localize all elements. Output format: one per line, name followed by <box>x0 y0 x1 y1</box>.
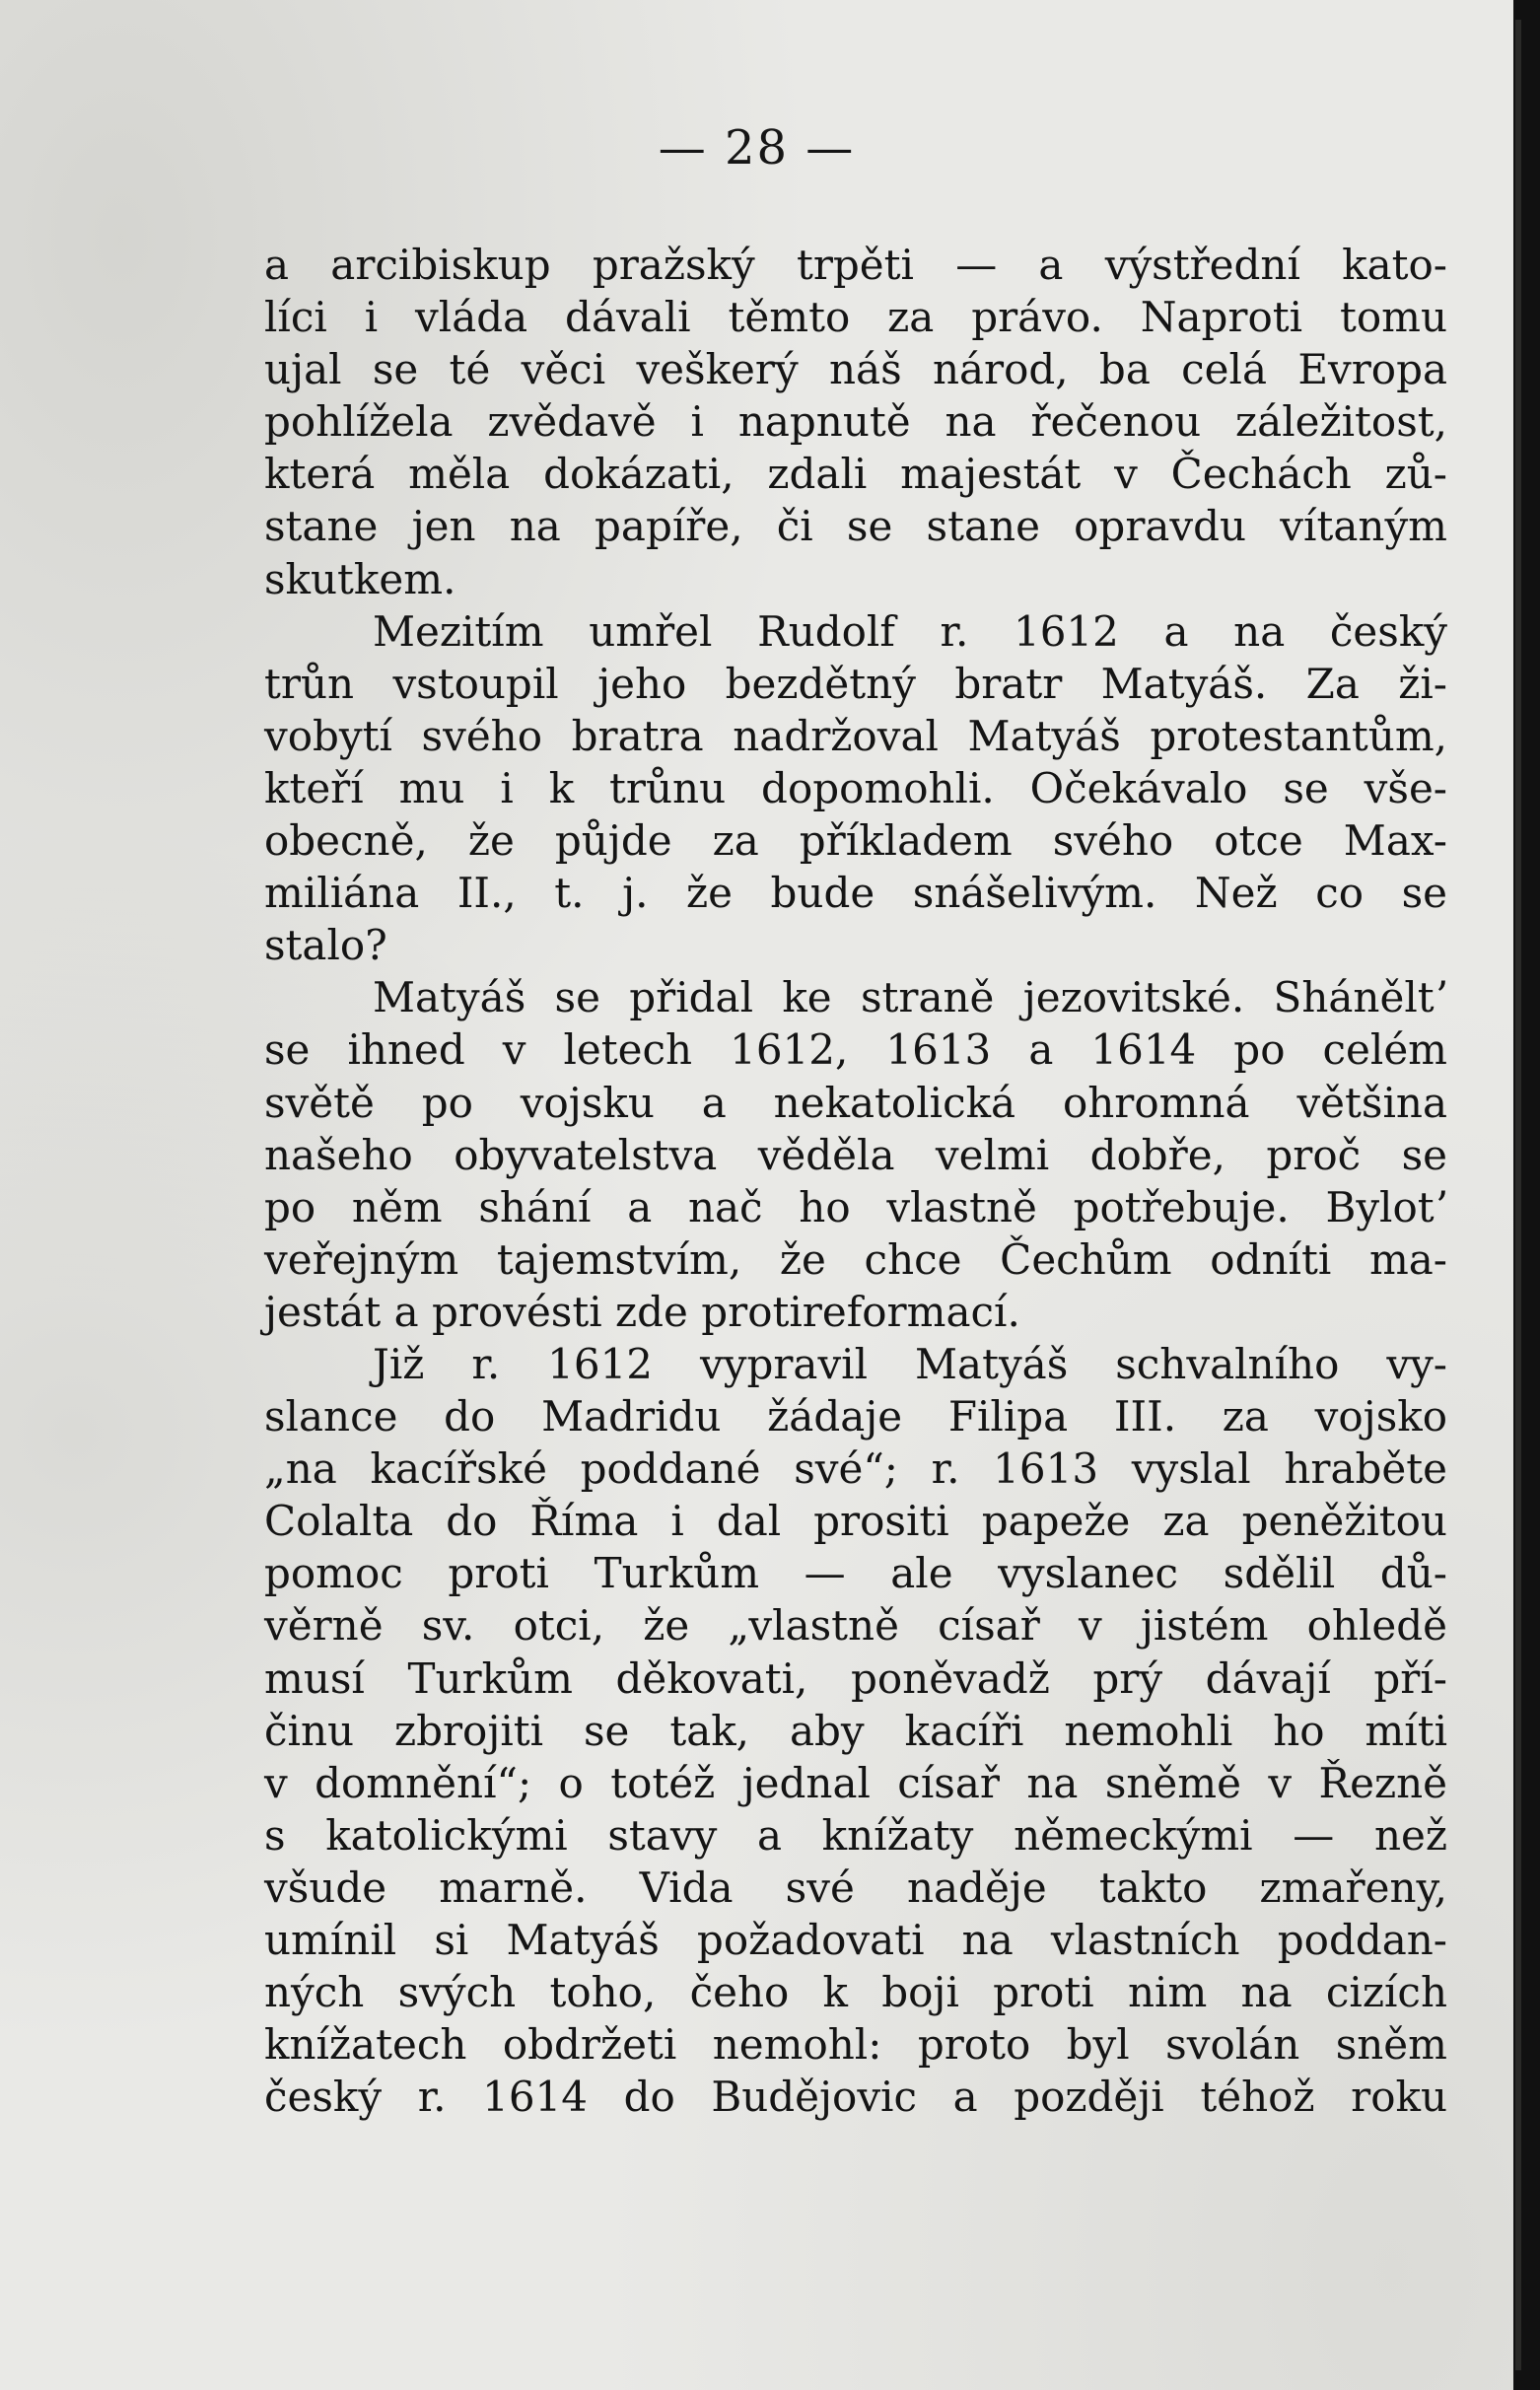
text-line: kteří mu i k trůnu dopomohli. Očekávalo se vše- <box>264 763 1447 812</box>
text-line: s katolickými stavy a knížaty německými — než <box>264 1810 1447 1860</box>
text-line: musí Turkům děkovati, poněvadž prý dávají pří- <box>264 1653 1447 1703</box>
text-line: miliána II., t. j. že bude snášelivým. Než co se <box>264 869 1447 918</box>
text-line: stane jen na papíře, či se stane opravdu vítaným <box>264 502 1447 551</box>
text-line: knížatech obdržeti nemohl: proto byl svolán sněm <box>264 2020 1447 2070</box>
text-line: Již r. 1612 vypravil Matyáš schvalního vy- <box>373 1339 1447 1388</box>
text-line: všude marně. Vida své naděje takto zmařeny, <box>264 1863 1447 1912</box>
text-line: věrně sv. otci, že „vlastně císař v jistém ohledě <box>264 1601 1447 1651</box>
text-line: ných svých toho, čeho k boji proti nim na cizích <box>264 1968 1447 2017</box>
text-line: vobytí svého bratra nadržoval Matyáš protestantům, <box>264 711 1447 760</box>
text-line: umínil si Matyáš požadovati na vlastních poddan- <box>264 1916 1447 1964</box>
text-line: veřejným tajemstvím, že chce Čechům odníti ma- <box>264 1234 1447 1284</box>
text-line: trůn vstoupil jeho bezdětný bratr Matyáš. Za ži- <box>264 659 1447 708</box>
text-line: český r. 1614 do Budějovic a později téhož roku <box>264 2073 1447 2122</box>
text-line: slance do Madridu žádaje Filipa III. za vojsko <box>264 1392 1447 1441</box>
text-line: se ihned v letech 1612, 1613 a 1614 po celém <box>264 1025 1447 1075</box>
text-line: „na kacířské poddané své“; r. 1613 vyslal hraběte <box>264 1444 1447 1494</box>
text-line: a arcibiskup pražský trpěti — a výstřední kato- <box>264 241 1447 289</box>
text-line: stalo? <box>264 921 387 970</box>
text-line: v domnění“; o totéž jednal císař na sněmě v Řezně <box>264 1758 1447 1807</box>
text-line: jestát a provésti zde protireformací. <box>264 1287 1020 1336</box>
text-line: skutkem. <box>264 554 456 603</box>
text-line: líci i vláda dávali těmto za právo. Naproti tomu <box>264 293 1447 342</box>
text-line: Mezitím umřel Rudolf r. 1612 a na český <box>373 606 1447 656</box>
body-text <box>264 239 1447 2123</box>
text-line: obecně, že půjde za příkladem svého otce Max- <box>264 816 1447 866</box>
text-line: světě po vojsku a nekatolická ohromná většina <box>264 1078 1447 1127</box>
text-line: pomoc proti Turkům — ale vyslanec sdělil dů- <box>264 1549 1447 1598</box>
page-edge-shadow <box>1513 0 1540 2390</box>
text-line: ujal se té věci veškerý náš národ, ba celá Evropa <box>264 345 1447 394</box>
text-line: Matyáš se přidal ke straně jezovitské. Sháněltʼ <box>373 973 1447 1022</box>
text-line: která měla dokázati, zdali majestát v Čechách zů- <box>264 450 1447 499</box>
text-line: pohlížela zvědavě i napnutě na řečenou záležitost, <box>264 397 1447 447</box>
text-line: činu zbrojiti se tak, aby kacíři nemohli ho míti <box>264 1706 1447 1755</box>
text-line: po něm shání a nač ho vlastně potřebuje. Bylotʼ <box>264 1182 1447 1231</box>
text-line: Colalta do Říma i dal prositi papeže za peněžitou <box>264 1497 1447 1546</box>
text-line: našeho obyvatelstva věděla velmi dobře, proč se <box>264 1130 1447 1179</box>
page-number: — 28 — <box>658 120 856 176</box>
